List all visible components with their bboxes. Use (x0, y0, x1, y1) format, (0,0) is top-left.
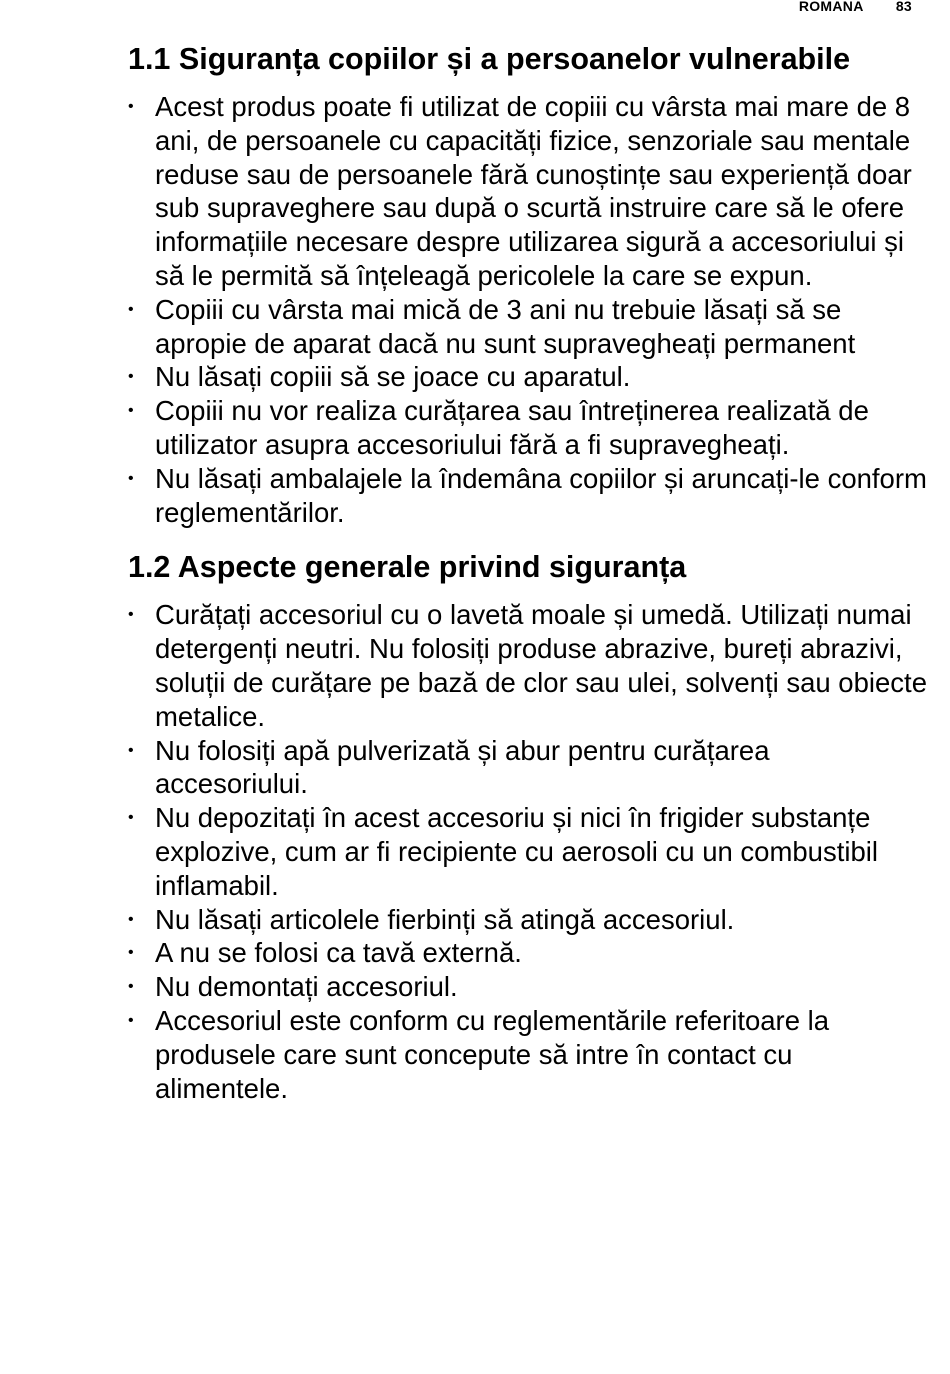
list-item (128, 293, 928, 361)
bullet-icon: • (128, 300, 134, 318)
bullet-icon: • (128, 978, 134, 996)
bullet-icon: • (128, 98, 134, 115)
bullet-list (128, 598, 928, 1105)
list-item (128, 462, 928, 530)
list-item (128, 598, 928, 733)
bullet-icon: • (128, 368, 134, 386)
bullet-list (128, 90, 928, 529)
bullet-icon: • (128, 469, 134, 487)
page-header (799, 0, 912, 14)
bullet-icon: • (128, 741, 134, 759)
list-item (128, 394, 928, 462)
language-label: ROMANA (798, 0, 864, 14)
bullet-icon: • (128, 1011, 134, 1029)
list-item-text: Nu lăsați articolele fierbinți să atingă accesoriul. (155, 903, 735, 935)
list-item-text: Nu folosiți apă pulverizată și abur pentru curățarea accesoriului. (155, 734, 770, 800)
list-item (128, 1004, 928, 1105)
bullet-icon: • (128, 910, 134, 928)
list-item-text: Accesoriul este conform cu reglementările referitoare la produsele care sunt concepute să intre în contact cu alimentele. (155, 1004, 830, 1104)
list-item-text: Nu lăsați copiii să se joace cu aparatul. (155, 361, 631, 393)
list-item-text: Nu depozitați în acest accesoriu și nici în frigider substanțe explozive, cum ar fi recipiente cu aerosoli cu un combustibil inflamabil. (155, 802, 878, 901)
list-item (128, 801, 928, 902)
section-title: 1.1 Siguranța copiilor și a persoanelor vulnerabile (128, 42, 851, 76)
list-item (128, 734, 928, 802)
list-item (128, 970, 928, 1004)
section-child-safety (128, 40, 928, 529)
list-item-text: Copiii cu vârsta mai mică de 3 ani nu trebuie lăsați să se apropie de aparat dacă nu sunt supravegheați permanent (155, 293, 856, 359)
list-item (128, 936, 928, 970)
list-item-text: A nu se folosi ca tavă externă. (155, 937, 522, 969)
list-item-text: Nu demontați accesoriul. (155, 971, 458, 1003)
list-item (128, 360, 928, 394)
list-item (128, 90, 928, 293)
section-title: 1.2 Aspecte generale privind siguranța (128, 550, 687, 585)
list-item-text: Acest produs poate fi utilizat de copiii cu vârsta mai mare de 8 ani, de persoanele cu capacități fizice, senzoriale sau mentale reduse sau de persoanele fără cunoștințe sau experiență doar sub supraveghere sau după o scurtă instruire care să le ofere informațiile necesare despre utilizarea sigură a accesoriului și să le permită să înțeleagă pericolele la care se expun. (155, 91, 912, 291)
bullet-icon: • (128, 944, 134, 962)
document-body (128, 40, 928, 1105)
section-general-safety (128, 548, 928, 1105)
bullet-icon: • (128, 809, 134, 827)
list-item-text: Curățați accesoriul cu o lavetă moale și umedă. Utilizați numai detergenți neutri. Nu folosiți produse abrazive, bureți abrazivi, soluții de curățare pe bază de clor sau ulei, solvenți sau obiecte metalice. (155, 599, 927, 732)
page-number: 83 (895, 0, 912, 14)
bullet-icon: • (128, 606, 134, 624)
list-item (128, 903, 928, 937)
bullet-icon: • (128, 402, 134, 420)
list-item-text: Nu lăsați ambalajele la îndemâna copiilor și aruncați-le conform reglementărilor. (155, 462, 927, 528)
list-item-text: Copiii nu vor realiza curățarea sau întreținerea realizată de utilizator asupra accesoriului fără a fi supravegheați. (155, 395, 869, 460)
